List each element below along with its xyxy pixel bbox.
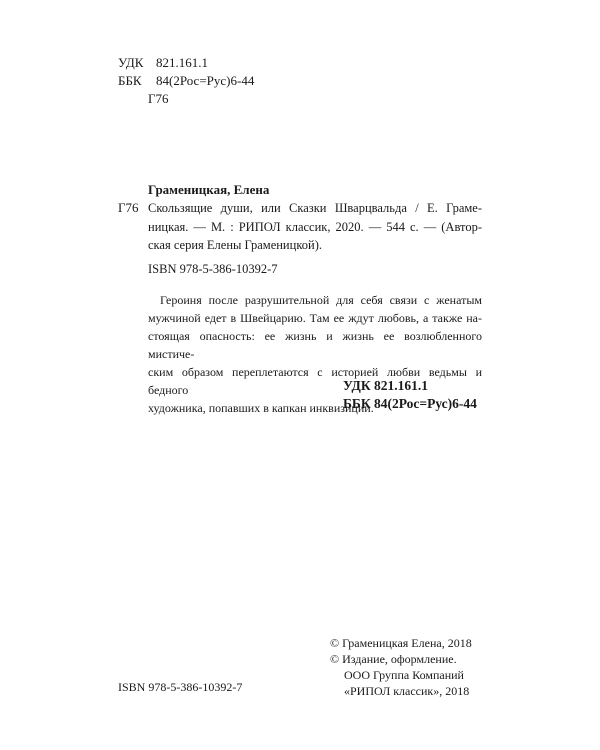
- entry-author: Граменицкая, Елена: [148, 182, 270, 197]
- annotation-line: художника, попавших в капкан инквизиции.: [148, 401, 374, 415]
- footer-isbn: ISBN 978-5-386-10392-7: [118, 680, 243, 694]
- entry-description-line: ницкая. — М. : РИПОЛ классик, 2020. — 544 с. — (Автор-: [148, 219, 482, 234]
- classification-udk: УДК 821.161.1: [343, 378, 428, 393]
- header-bbk-label: ББК: [118, 73, 142, 88]
- header-udk-value: 821.161.1: [156, 55, 208, 70]
- annotation-line: мужчиной едет в Швейцарию. Там ее ждут любовь, а также на-: [148, 311, 482, 325]
- footer-copyright-line: © Граменицкая Елена, 2018: [330, 636, 472, 650]
- entry-description: [148, 199, 482, 255]
- footer-copyright-line: «РИПОЛ классик», 2018: [344, 684, 470, 698]
- annotation-line: ским образом переплетаются с историей любви ведьмы и бедного: [148, 365, 482, 397]
- footer-copyright-line: ООО Группа Компаний: [344, 668, 464, 682]
- entry-description-line: ская серия Елены Граменицкой).: [148, 238, 322, 252]
- header-bbk-value: 84(2Рос=Рус)6-44: [156, 73, 255, 88]
- entry-author-mark: Г76: [118, 200, 139, 215]
- footer-copyright-line: © Издание, оформление.: [330, 652, 457, 666]
- annotation-line: Героиня после разрушительной для себя связи с женатым: [160, 293, 482, 307]
- entry-description-line: Скользящие души, или Сказки Шварцвальда / Е. Граме-: [148, 201, 482, 215]
- classification-bbk: ББК 84(2Рос=Рус)6-44: [343, 396, 477, 411]
- entry-isbn: ISBN 978-5-386-10392-7: [148, 262, 278, 276]
- header-author-mark: Г76: [148, 91, 169, 106]
- annotation-line: стоящая опасность: ее жизнь и жизнь ее возлюбленного мистиче-: [148, 329, 482, 361]
- header-udk-label: УДК: [118, 55, 144, 70]
